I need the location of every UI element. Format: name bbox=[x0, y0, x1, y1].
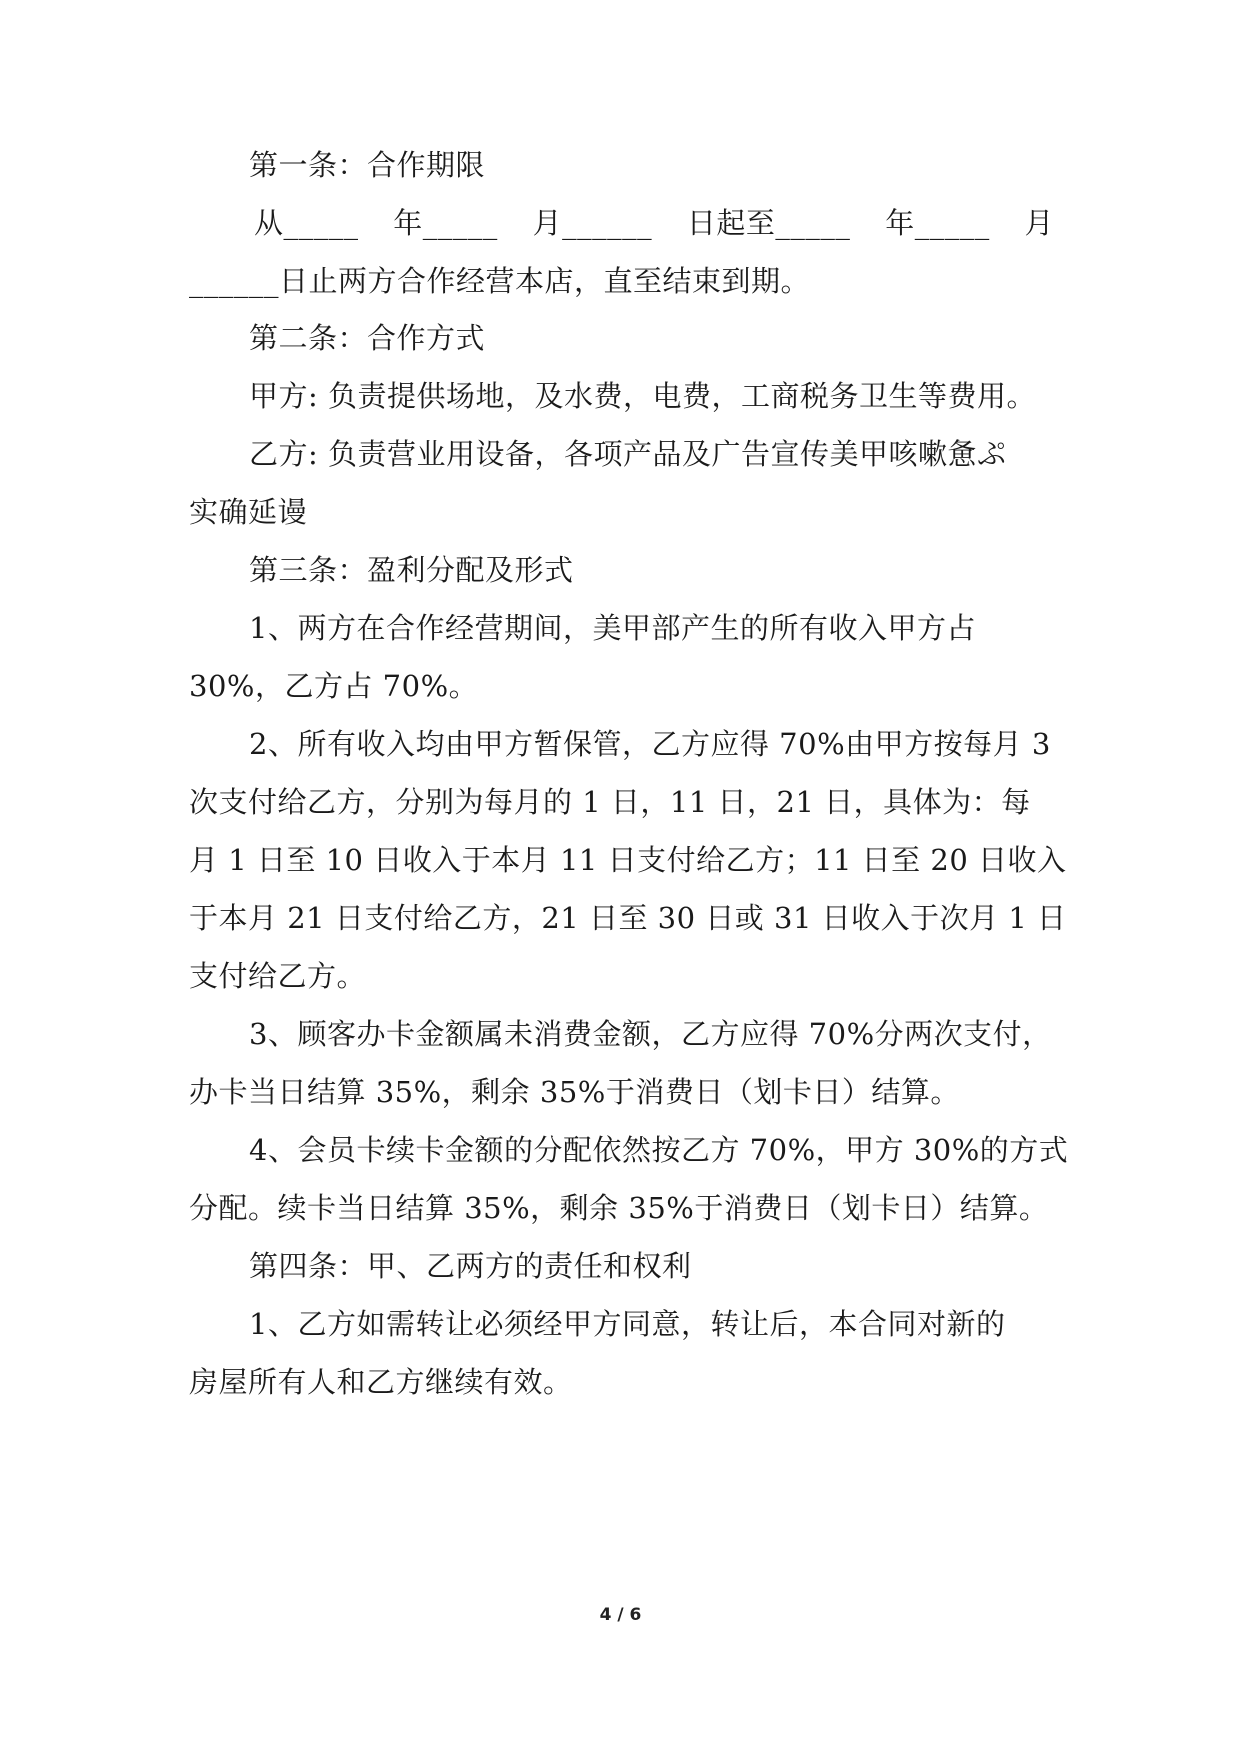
article-1-heading: 第一条：合作期限 bbox=[249, 148, 486, 182]
date-part: 日起至_____ bbox=[686, 206, 851, 240]
date-part: 年_____ bbox=[393, 206, 498, 240]
paragraph-line: 次支付给乙方，分别为每月的 1 日，11 日，21 日，具体为：每 bbox=[189, 785, 1031, 819]
paragraph-line: 实确延谩 bbox=[189, 495, 308, 529]
paragraph-line: 月 1 日至 10 日收入于本月 11 日支付给乙方；11 日至 20 日收入 bbox=[189, 843, 1067, 877]
article-3-heading: 第三条：盈利分配及形式 bbox=[249, 553, 574, 587]
paragraph-line: 办卡当日结算 35%，剩余 35%于消费日（划卡日）结算。 bbox=[189, 1075, 960, 1109]
paragraph-line: ______日止两方合作经营本店，直至结束到期。 bbox=[189, 264, 811, 298]
paragraph-line: 30%，乙方占 70%。 bbox=[189, 669, 479, 703]
paragraph-line: 乙方: 负责营业用设备，各项产品及广告宣传美甲咳嗽惫ぷ bbox=[249, 437, 1007, 471]
paragraph-line: 于本月 21 日支付给乙方，21 日至 30 日或 31 日收入于次月 1 日 bbox=[189, 901, 1067, 935]
page-number: 4 / 6 bbox=[599, 1605, 642, 1625]
paragraph-line: 3、顾客办卡金额属未消费金额，乙方应得 70%分两次支付， bbox=[249, 1017, 1052, 1051]
paragraph-line: 分配。续卡当日结算 35%，剩余 35%于消费日（划卡日）结算。 bbox=[189, 1191, 1049, 1225]
paragraph-line: 房屋所有人和乙方继续有效。 bbox=[189, 1365, 573, 1399]
article-2-heading: 第二条：合作方式 bbox=[249, 321, 486, 355]
paragraph-line: 2、所有收入均由甲方暂保管，乙方应得 70%由甲方按每月 3 bbox=[249, 727, 1051, 761]
date-part: 从_____ bbox=[254, 206, 359, 240]
paragraph-line: 甲方: 负责提供场地，及水费，电费，工商税务卫生等费用。 bbox=[249, 379, 1036, 413]
paragraph-line: 4、会员卡续卡金额的分配依然按乙方 70%，甲方 30%的方式 bbox=[249, 1133, 1069, 1167]
paragraph-line: 1、两方在合作经营期间，美甲部产生的所有收入甲方占 bbox=[249, 611, 976, 645]
date-range-line bbox=[254, 205, 1054, 241]
date-part: 月 bbox=[1024, 206, 1054, 240]
paragraph-line: 1、乙方如需转让必须经甲方同意，转让后，本合同对新的 bbox=[249, 1307, 1006, 1341]
paragraph-line: 支付给乙方。 bbox=[189, 959, 367, 993]
article-4-heading: 第四条：甲、乙两方的责任和权利 bbox=[249, 1249, 692, 1283]
date-part: 月______ bbox=[532, 206, 653, 240]
date-part: 年_____ bbox=[885, 206, 990, 240]
